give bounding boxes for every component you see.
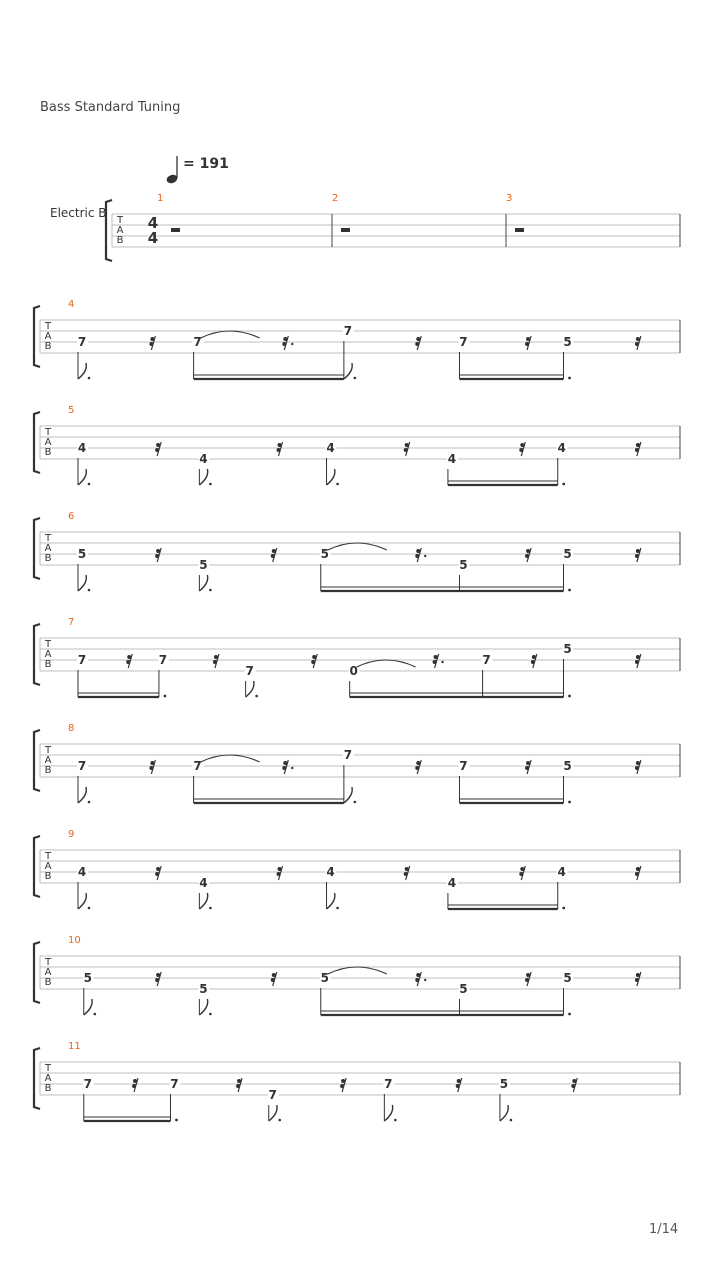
tab-note: [349, 660, 483, 697]
tab-clef-letter: T: [116, 215, 124, 226]
dot: [93, 1013, 96, 1016]
sixteenth-rest: [404, 866, 410, 880]
dot: [336, 907, 339, 910]
tab-clef-letter: B: [44, 553, 52, 564]
dot: [88, 483, 91, 486]
sixteenth-rest: [213, 654, 219, 668]
tab-clef-letter: T: [44, 533, 52, 544]
measure-number: 9: [68, 829, 75, 840]
measure-number: 8: [68, 723, 75, 734]
sixteenth-rest: [635, 866, 641, 880]
staff-system: [34, 299, 680, 379]
tab-clef-letter: B: [44, 447, 52, 458]
measure-number: 7: [68, 617, 75, 628]
instrument-name: Electric B: [50, 206, 107, 220]
fret-number: 5: [320, 971, 329, 985]
fret-number: 5: [199, 982, 208, 996]
tab-note: [343, 748, 356, 803]
staff-system: [34, 617, 680, 697]
staff-system: [34, 829, 680, 909]
tab-clef-letter: B: [44, 765, 52, 776]
fret-number: 4: [557, 441, 566, 455]
sixteenth-rest: [635, 972, 641, 986]
sixteenth-rest: [126, 654, 132, 668]
time-signature-top: 4: [147, 214, 159, 232]
tab-note: [245, 664, 258, 697]
tie: [328, 543, 387, 550]
tab-note: [458, 558, 563, 591]
staff-bracket: [34, 412, 40, 473]
fret-number: 7: [343, 324, 353, 338]
note-flag: [344, 363, 352, 379]
note-flag: [78, 893, 86, 909]
note-flag: [246, 681, 254, 697]
staff-system: [34, 405, 680, 485]
tab-note: [198, 558, 211, 591]
fret-number: 4: [447, 876, 457, 890]
fret-number: 4: [77, 441, 87, 455]
dot: [88, 589, 91, 592]
tempo-marking: = 191: [183, 156, 229, 172]
tab-clef-letter: T: [44, 1063, 52, 1074]
sixteenth-rest: [236, 1078, 242, 1092]
time-signature-bottom: 4: [147, 229, 159, 247]
tab-clef-letter: A: [44, 331, 52, 342]
tab-note: [557, 441, 568, 485]
fret-number: 4: [447, 452, 457, 466]
fret-number: 7: [77, 335, 87, 349]
tab-note: [458, 982, 563, 1015]
note-flag: [344, 787, 352, 803]
half-rest: [341, 228, 350, 232]
dot: [209, 907, 212, 910]
fret-number: 5: [563, 335, 572, 349]
fret-number: 4: [77, 865, 87, 879]
measure-number: 2: [332, 193, 339, 204]
note-flag: [384, 1105, 392, 1121]
sixteenth-rest: [155, 548, 161, 562]
staff-bracket: [34, 306, 40, 367]
tab-note: [193, 755, 344, 803]
dot: [209, 483, 212, 486]
fret-number: 5: [459, 558, 468, 572]
sixteenth-rest: [519, 866, 525, 880]
sixteenth-rest: [456, 1078, 462, 1092]
staff-bracket: [34, 1048, 40, 1109]
measure-number: 6: [68, 511, 75, 522]
tab-note: [563, 547, 574, 591]
staff-bracket: [34, 942, 40, 1003]
tab-clef-letter: A: [116, 225, 124, 236]
fret-number: 7: [193, 335, 202, 349]
fret-number: 5: [563, 642, 572, 656]
fret-number: 7: [384, 1077, 393, 1091]
sixteenth-rest: [635, 760, 641, 774]
tab-clef-letter: T: [44, 427, 52, 438]
dot: [354, 801, 357, 804]
tab-clef-letter: T: [44, 639, 52, 650]
tab-clef-letter: B: [44, 341, 52, 352]
note-flag: [78, 469, 86, 485]
staff-system: [34, 511, 680, 591]
tab-note: [198, 982, 211, 1015]
sixteenth-rest: [635, 654, 641, 668]
note-flag: [199, 893, 207, 909]
dot: [88, 801, 91, 804]
tab-note: [343, 324, 356, 379]
dot: [562, 907, 565, 910]
staff-system: [34, 723, 680, 803]
note-flag: [84, 999, 92, 1015]
sixteenth-rest: [277, 866, 283, 880]
tab-clef-letter: A: [44, 967, 52, 978]
dot: [209, 1013, 212, 1016]
sixteenth-rest: [525, 548, 531, 562]
dot: [394, 1119, 397, 1122]
sixteenth-rest: [635, 336, 641, 350]
tab-note: [557, 865, 568, 909]
note-flag: [327, 469, 335, 485]
tuning-label: Bass Standard Tuning: [40, 100, 181, 115]
fret-number: 7: [459, 759, 468, 773]
dot: [568, 1013, 571, 1016]
fret-number: 5: [320, 547, 329, 561]
sixteenth-rest: [149, 760, 155, 774]
fret-number: 4: [326, 865, 335, 879]
tab-note: [563, 971, 574, 1015]
sixteenth-rest: [149, 336, 155, 350]
fret-number: 7: [83, 1077, 92, 1091]
fret-number: 7: [77, 759, 87, 773]
sixteenth-rest: [155, 972, 161, 986]
dot: [510, 1119, 513, 1122]
fret-number: 5: [77, 547, 87, 561]
sixteenth-rest: [635, 442, 641, 456]
fret-number: 7: [158, 653, 168, 667]
fret-number: 5: [459, 982, 468, 996]
tab-note: [563, 335, 574, 379]
tab-note: [169, 1077, 180, 1121]
sixteenth-rest: [155, 866, 161, 880]
note-flag: [199, 575, 207, 591]
measure-number: 3: [506, 193, 513, 204]
sixteenth-rest: [415, 760, 421, 774]
page-number: 1/14: [649, 1222, 679, 1237]
sixteenth-rest: [525, 336, 531, 350]
dot: [354, 377, 357, 380]
sixteenth-rest: [525, 972, 531, 986]
fret-number: 0: [349, 664, 358, 678]
fret-number: 7: [77, 653, 87, 667]
fret-number: 5: [499, 1077, 509, 1091]
tie: [201, 755, 260, 762]
tab-note: [320, 543, 460, 591]
note-flag: [199, 469, 207, 485]
dot: [568, 801, 571, 804]
sixteenth-rest: [282, 336, 293, 350]
dot: [88, 377, 91, 380]
measure-number: 1: [157, 193, 164, 204]
tie: [201, 331, 260, 338]
fret-number: 4: [199, 876, 208, 890]
dot: [175, 1119, 178, 1122]
tab-clef-letter: B: [44, 871, 52, 882]
tab-clef-letter: B: [116, 235, 124, 246]
fret-number: 7: [268, 1088, 277, 1102]
fret-number: 5: [83, 971, 92, 985]
staff-bracket: [34, 730, 40, 791]
sixteenth-rest: [404, 442, 410, 456]
fret-number: 5: [563, 547, 572, 561]
measure-number: 11: [68, 1041, 81, 1052]
tab-note: [447, 452, 558, 485]
note-flag: [327, 893, 335, 909]
sixteenth-rest: [531, 654, 537, 668]
tab-clef-letter: B: [44, 659, 52, 670]
sixteenth-rest: [277, 442, 283, 456]
note-flag: [78, 363, 86, 379]
note-flag: [78, 787, 86, 803]
measure-number: 4: [68, 299, 75, 310]
tab-clef-letter: A: [44, 649, 52, 660]
note-flag: [78, 575, 86, 591]
tie: [357, 660, 416, 667]
tab-clef-letter: B: [44, 977, 52, 988]
note-flag: [199, 999, 207, 1015]
tie: [328, 967, 387, 974]
sixteenth-rest: [571, 1078, 577, 1092]
sixteenth-rest: [282, 760, 293, 774]
tab-note: [268, 1088, 281, 1121]
dot: [562, 483, 565, 486]
tab-note: [158, 653, 169, 697]
fret-number: 5: [563, 971, 572, 985]
dot: [278, 1119, 281, 1122]
dot: [336, 483, 339, 486]
sixteenth-rest: [271, 548, 277, 562]
fret-number: 7: [193, 759, 202, 773]
dot: [88, 907, 91, 910]
tab-clef-letter: A: [44, 755, 52, 766]
fret-number: 4: [557, 865, 566, 879]
tab-note: [320, 967, 460, 1015]
sixteenth-rest: [525, 760, 531, 774]
sixteenth-rest: [132, 1078, 138, 1092]
fret-number: 4: [326, 441, 335, 455]
tab-note: [563, 642, 574, 697]
tab-clef-letter: T: [44, 321, 52, 332]
sixteenth-rest: [519, 442, 525, 456]
sixteenth-rest: [155, 442, 161, 456]
tab-note: [198, 452, 211, 485]
fret-number: 7: [245, 664, 254, 678]
sixteenth-rest: [311, 654, 317, 668]
tab-clef-letter: B: [44, 1083, 52, 1094]
tab-clef-letter: A: [44, 437, 52, 448]
staff-bracket: [106, 200, 112, 261]
tab-clef-letter: T: [44, 851, 52, 862]
staff-system: [106, 193, 680, 261]
tab-clef-letter: T: [44, 957, 52, 968]
tab-note: [447, 876, 558, 909]
dot: [164, 695, 167, 698]
measure-number: 10: [68, 935, 81, 946]
tab-note: [193, 331, 344, 379]
dot: [568, 377, 571, 380]
sixteenth-rest: [635, 548, 641, 562]
tab-clef-letter: A: [44, 543, 52, 554]
sixteenth-rest: [340, 1078, 346, 1092]
sixteenth-rest: [415, 336, 421, 350]
note-flag: [269, 1105, 277, 1121]
dot: [255, 695, 258, 698]
note-flag: [500, 1105, 508, 1121]
sixteenth-rest: [433, 654, 444, 668]
fret-number: 7: [170, 1077, 179, 1091]
tab-clef-letter: A: [44, 861, 52, 872]
dot: [568, 695, 571, 698]
dot: [568, 589, 571, 592]
fret-number: 4: [199, 452, 208, 466]
tab-note: [198, 876, 211, 909]
sixteenth-rest: [271, 972, 277, 986]
dot: [209, 589, 212, 592]
half-rest: [171, 228, 180, 232]
measure-number: 5: [68, 405, 75, 416]
fret-number: 5: [199, 558, 208, 572]
staff-bracket: [34, 836, 40, 897]
staff-system: [34, 1041, 680, 1121]
staff-bracket: [34, 624, 40, 685]
staff-bracket: [34, 518, 40, 579]
tab-clef-letter: A: [44, 1073, 52, 1084]
fret-number: 7: [482, 653, 491, 667]
staff-system: [34, 935, 680, 1015]
sixteenth-rest: [415, 548, 426, 562]
tab-clef-letter: T: [44, 745, 52, 756]
half-rest: [515, 228, 524, 232]
sixteenth-rest: [415, 972, 426, 986]
fret-number: 7: [459, 335, 468, 349]
tab-note: [563, 759, 574, 803]
fret-number: 7: [343, 748, 353, 762]
fret-number: 5: [563, 759, 572, 773]
